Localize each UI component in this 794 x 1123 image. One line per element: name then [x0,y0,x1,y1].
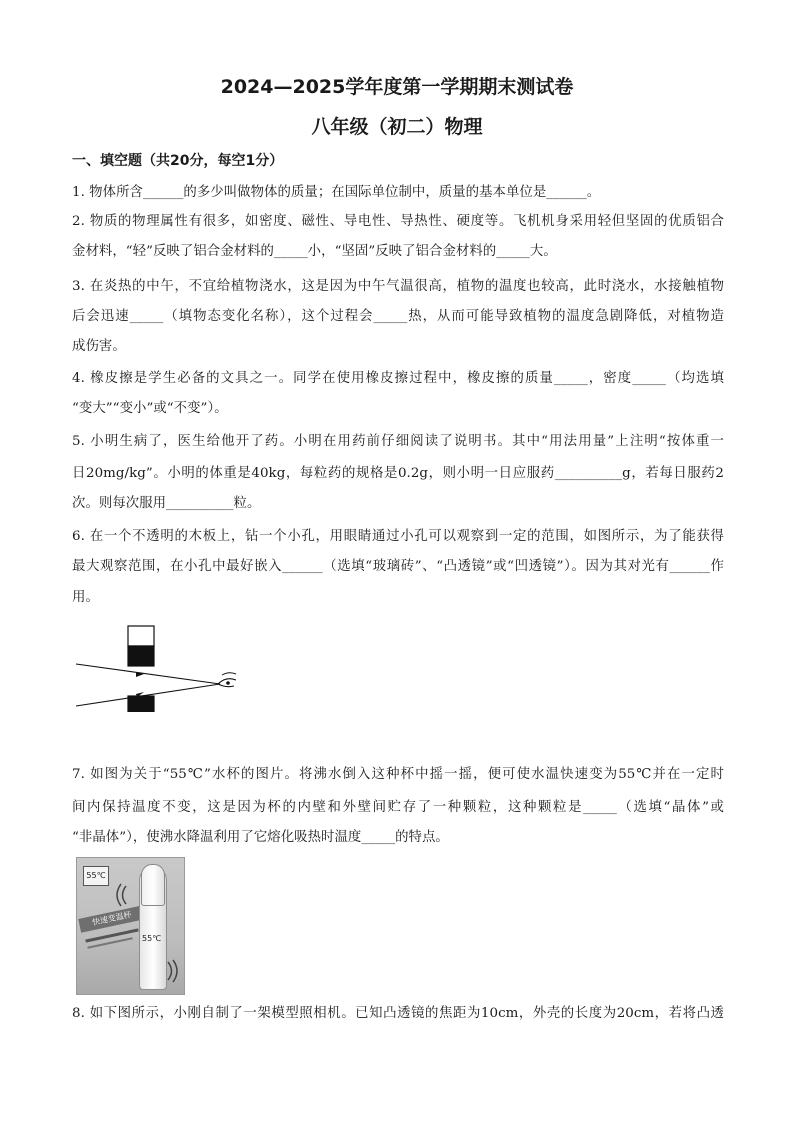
section-heading: 一、填空题（共20分，每空1分） [72,153,284,169]
question-line: 1. 物体所含______的多少叫做物体的质量；在国际单位制中，质量的基本单位是______。 [72,185,601,200]
lower-board [128,696,154,712]
heat-wave-icon [113,882,129,908]
question-line: 金材料，“轻”反映了铝合金材料的_____小，“坚固”反映了铝合金材料的_____大。 [72,244,557,259]
pinhole-diagram [72,622,252,712]
question-line: 日20mg/kg”。小明的体重是40kg，每粒药的规格是0.2g，则小明一日应服药__________g，若每日服药2 [72,466,724,481]
temperature-badge: 55℃ [83,866,109,886]
question-line: “变大”“变小”或“不变”）。 [72,401,228,416]
question-line: 次。则每次服用__________粒。 [72,496,261,511]
light-ray-upper [76,664,220,684]
product-banner: 快速变温杯 [78,905,145,932]
question-line: 间内保持温度不变，这是因为杯的内壁和外壁间贮存了一种颗粒，这种颗粒是_____（选填“晶体”或 [72,800,724,815]
question-line: “非晶体”），使沸水降温利用了它熔化吸热时温度_____的特点。 [72,830,449,845]
eye-icon [218,673,236,687]
question-line: 用。 [72,590,99,605]
question-line: 4. 橡皮擦是学生必备的文具之一。同学在使用橡皮擦过程中，橡皮擦的质量_____，密度_____（均选填 [72,371,724,386]
cup-cap [141,864,165,906]
question-line: 7. 如图为关于“55℃”水杯的图片。将沸水倒入这种杯中摇一摇，便可使水温快速变为55℃并在一定时 [72,767,724,782]
heat-wave-icon [165,958,181,984]
upper-board [128,626,154,666]
question-line: 最大观察范围，在小孔中最好嵌入______（选填“玻璃砖”、“凸透镜”或“凹透镜”）。因为其对光有______作 [72,559,724,574]
question-line: 2. 物质的物理属性有很多，如密度、磁性、导电性、导热性、硬度等。飞机机身采用轻但坚固的优质铝合 [72,214,724,229]
question-line: 成伤害。 [72,339,126,354]
question-line: 5. 小明生病了，医生给他开了药。小明在用药前仔细阅读了说明书。其中“用法用量”上注明“按体重一 [72,434,724,449]
cup-label: 55℃ [142,934,162,943]
question-line: 后会迅速_____（填物态变化名称），这个过程会_____热，从而可能导致植物的温度急剧降低，对植物造 [72,309,724,324]
exam-title: 2024—2025学年度第一学期期末测试卷 [220,76,574,98]
question-line: 3. 在炎热的中午，不宜给植物浇水，这是因为中午气温很高，植物的温度也较高，此时浇水，水接触植物 [72,279,724,294]
question-line: 6. 在一个不透明的木板上，钻一个小孔，用眼睛通过小孔可以观察到一定的范围，如图所示，为了能获得 [72,529,724,544]
cup-photo [76,857,185,995]
exam-subtitle: 八年级（初二）物理 [311,116,483,138]
question-line: 8. 如下图所示，小刚自制了一架模型照相机。已知凸透镜的焦距为10cm，外壳的长度为20cm，若将凸透 [72,1006,724,1021]
